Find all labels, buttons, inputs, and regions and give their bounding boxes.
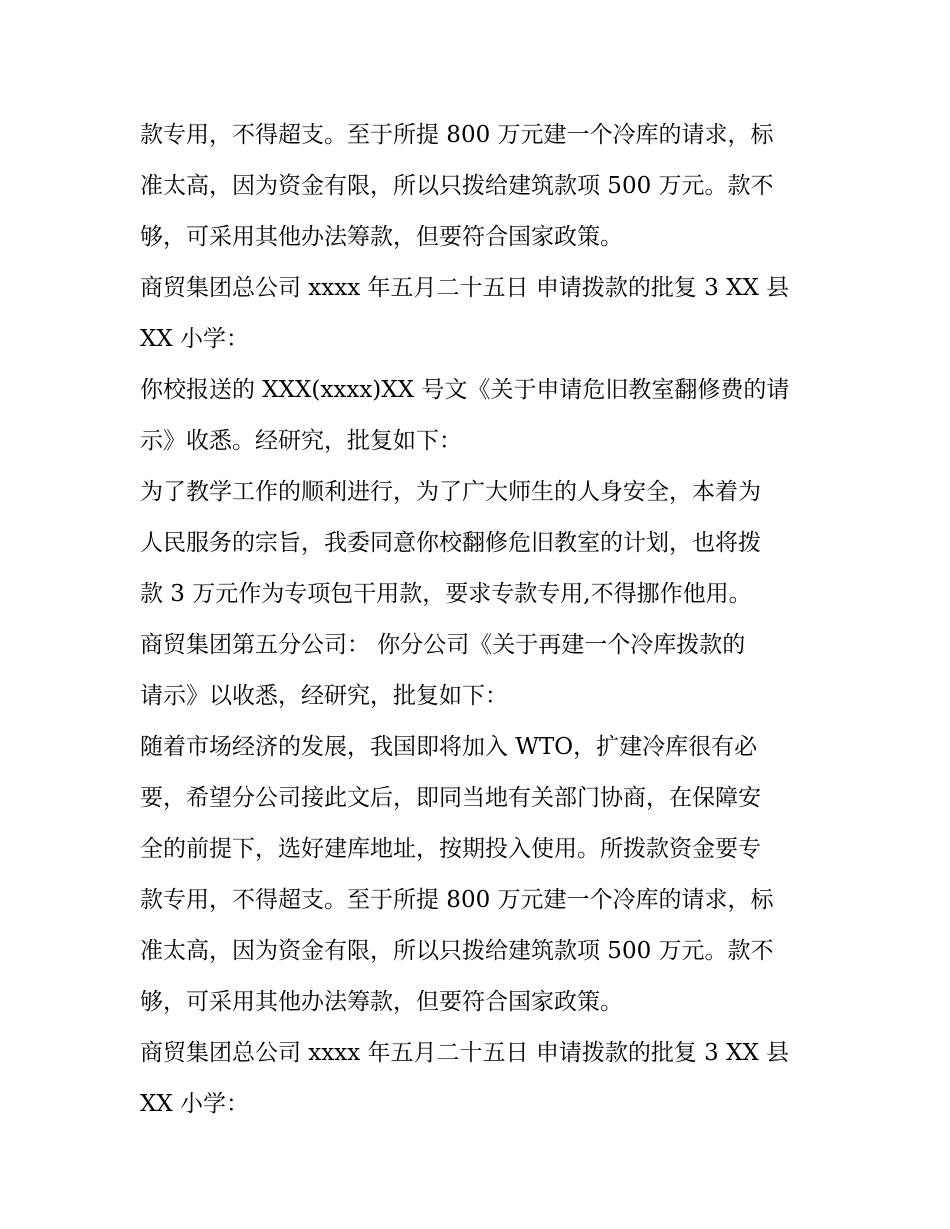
text-line: 款专用，不得超支。至于所提 800 万元建一个冷库的请求，标 [140,122,774,148]
text-line: 为了教学工作的顺利进行，为了广大师生的人身安全，本着为 [140,479,761,505]
text-line: 请示》以收悉，经研究，批复如下： [140,683,508,709]
text-line: 够，可采用其他办法筹款，但要符合国家政策。 [140,224,623,250]
text-line: 够，可采用其他办法筹款，但要符合国家政策。 [140,989,623,1015]
text-line: 商贸集团第五分公司： 你分公司《关于再建一个冷库拨款的 [140,632,746,658]
text-line: XX 小学： [140,326,250,352]
text-line: XX 小学： [140,1091,250,1117]
text-line: 示》收悉。经研究，批复如下： [140,428,462,454]
text-line: 准太高，因为资金有限，所以只拨给建筑款项 500 万元。款不 [140,938,774,964]
text-line: 随着市场经济的发展，我国即将加入 WTO，扩建冷库很有必 [140,734,758,760]
text-line: 全的前提下，选好建库地址，按期投入使用。所拨款资金要专 [140,836,761,862]
text-line: 商贸集团总公司 xxxx 年五月二十五日 申请拨款的批复 3 XX 县 [140,275,790,301]
text-line: 人民服务的宗旨，我委同意你校翻修危旧教室的计划，也将拨 [140,530,761,556]
text-line: 款专用，不得超支。至于所提 800 万元建一个冷库的请求，标 [140,887,774,913]
text-line: 你校报送的 XXX(xxxx)XX 号文《关于申请危旧教室翻修费的请 [140,377,790,403]
text-line: 商贸集团总公司 xxxx 年五月二十五日 申请拨款的批复 3 XX 县 [140,1040,790,1066]
text-line: 款 3 万元作为专项包干用款，要求专款专用,不得挪作他用。 [140,581,752,607]
document-body [140,110,815,1130]
text-line: 要，希望分公司接此文后，即同当地有关部门协商，在保障安 [140,785,761,811]
text-line: 准太高，因为资金有限，所以只拨给建筑款项 500 万元。款不 [140,173,774,199]
